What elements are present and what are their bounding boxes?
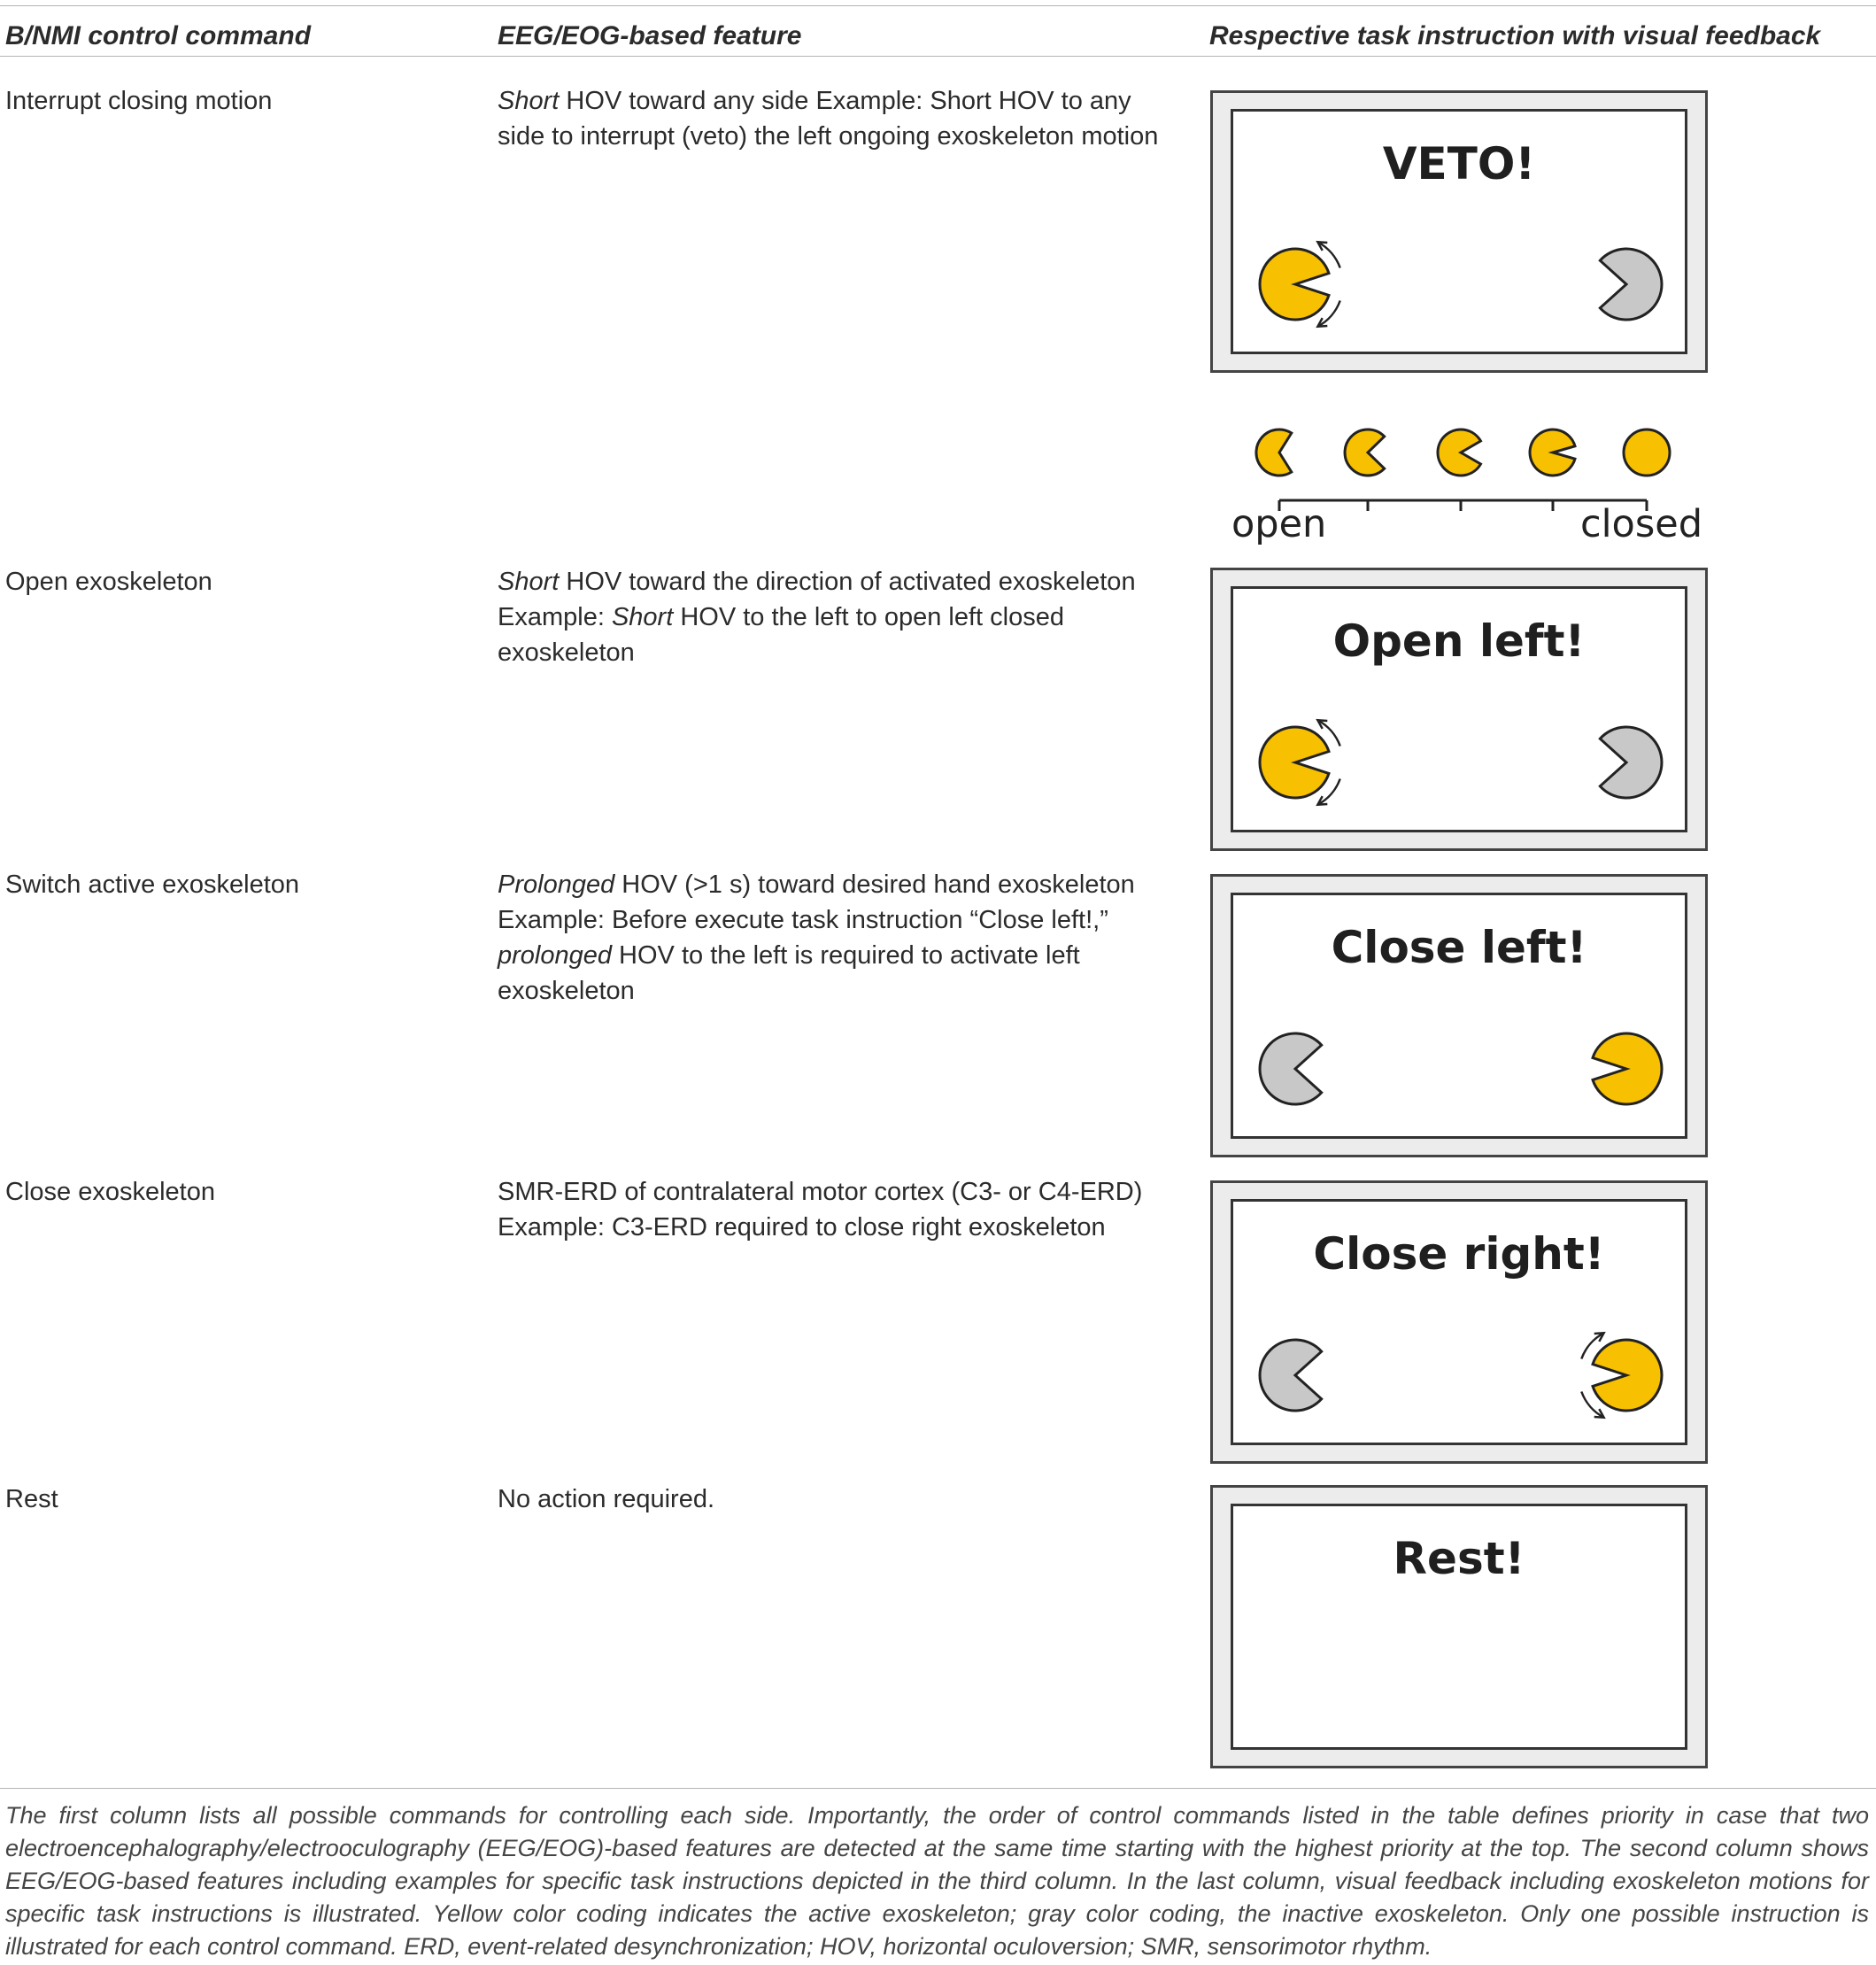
right-exoskeleton-active-icon: [1593, 1340, 1662, 1411]
panel-title: Open left!: [1332, 615, 1586, 667]
motion-arrows-icon: [1317, 242, 1339, 326]
stage-icon-2: [1438, 429, 1481, 476]
panel-title: VETO!: [1382, 138, 1536, 190]
feature-switch: [498, 867, 1170, 1009]
panel-title: Close right!: [1313, 1228, 1605, 1280]
feature-text-part: Short: [498, 87, 560, 115]
command-interrupt: Interrupt closing motion: [5, 87, 273, 115]
feature-text-part: No action required.: [498, 1485, 715, 1513]
right-exoskeleton-inactive-icon: [1600, 727, 1662, 798]
feature-text-part: Short: [498, 568, 560, 596]
stage-icon-closed: [1624, 429, 1670, 476]
left-exoskeleton-inactive-icon: [1260, 1340, 1322, 1411]
panel-title: Rest!: [1393, 1533, 1525, 1584]
motion-arrows-icon: [1317, 720, 1339, 804]
stage-icon-0: [1256, 429, 1292, 476]
stage-icon-3: [1530, 429, 1575, 476]
panel-close-right: [1210, 1180, 1708, 1464]
feature-close: [498, 1174, 1170, 1245]
right-exoskeleton-active-icon: [1593, 1033, 1662, 1104]
left-exoskeleton-inactive-icon: [1260, 1033, 1322, 1104]
feature-text-part: HOV (>1 s) toward desired hand exoskeleton Example: Before execute task instruction “Close left!,”: [498, 870, 1135, 934]
motion-arrows-icon: [1581, 1333, 1603, 1417]
command-open: Open exoskeleton: [5, 568, 212, 596]
panel-veto: [1210, 90, 1708, 373]
table-top-rule: [0, 5, 1876, 6]
feature-text-part: prolonged: [498, 941, 612, 970]
feature-text-part: Prolonged: [498, 870, 615, 899]
panel-close-left: [1210, 874, 1708, 1157]
scale-open-label: open: [1231, 502, 1327, 546]
command-switch: Switch active exoskeleton: [5, 870, 300, 899]
panel-title: Close left!: [1331, 922, 1587, 973]
stage-icon-1: [1345, 429, 1385, 476]
feature-text-part: HOV toward any side Example: Short HOV to any side to interrupt (veto) the left ongoing exoskeleton motion: [498, 87, 1159, 151]
feature-text-part: HOV toward the direction of activated exoskeleton Example:: [498, 568, 1136, 631]
header-rule: [0, 56, 1876, 57]
feature-text-part: Short: [611, 603, 674, 631]
feature-rest: [498, 1481, 1170, 1517]
feature-text-part: SMR-ERD of contralateral motor cortex (C3- or C4-ERD) Example: C3-ERD required to close right exoskeleton: [498, 1178, 1143, 1242]
header-feature: EEG/EOG-based feature: [498, 21, 802, 50]
table-caption: The first column lists all possible commands for controlling each side. Importantly, the order of control commands listed in the table defines priority in case that two electroencephalography/electrooculography (EEG/EOG)-based features are detected at the same time starting with the highest priority at the top. The second column shows EEG/EOG-based features including examples for specific task instructions depicted in the third column. In the last column, visual feedback including exoskeleton motions for specific task instructions is illustrated. Yellow color coding indicates the active exoskeleton; gray color coding, the inactive exoskeleton. Only one possible instruction is illustrated for each control command. ERD, event-related desynchronization; HOV, horizontal oculoversion; SMR, sensorimotor rhythm.: [5, 1802, 1869, 1960]
command-rest: Rest: [5, 1485, 58, 1513]
scale-closed-label: closed: [1579, 502, 1702, 546]
feature-interrupt: [498, 83, 1170, 154]
table-bottom-rule: [0, 1788, 1876, 1789]
feature-text-part: HOV to the left to open left closed exoskeleton: [498, 603, 1064, 667]
header-instruction: Respective task instruction with visual feedback: [1209, 21, 1821, 50]
command-close: Close exoskeleton: [5, 1178, 215, 1206]
right-exoskeleton-inactive-icon: [1600, 249, 1662, 320]
header-command: B/NMI control command: [5, 21, 312, 50]
closing-scale: [1226, 421, 1704, 553]
feature-open: [498, 564, 1170, 670]
left-exoskeleton-active-icon: [1260, 249, 1329, 320]
panel-open-left: [1210, 568, 1708, 851]
left-exoskeleton-active-icon: [1260, 727, 1329, 798]
feature-text-part: HOV to the left is required to activate left exoskeleton: [498, 941, 1080, 1005]
panel-rest: [1210, 1485, 1708, 1768]
